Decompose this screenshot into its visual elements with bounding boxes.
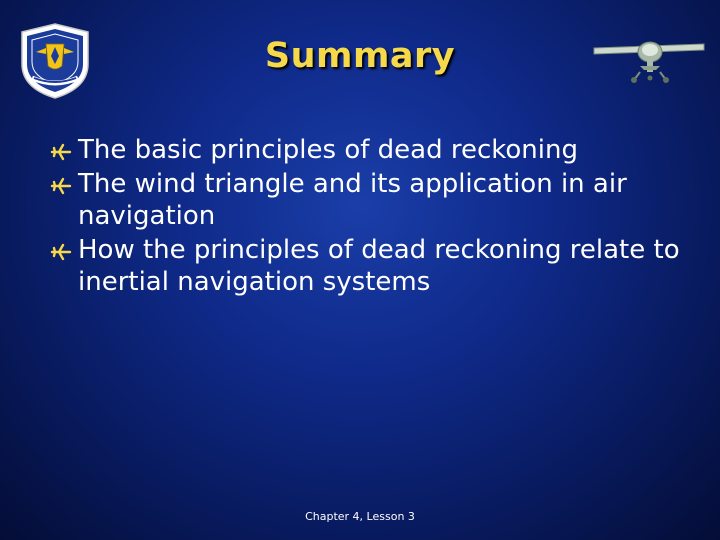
bullet-text: The wind triangle and its application in air navigation: [78, 169, 627, 231]
bullet-item: [48, 134, 688, 166]
bullet-item: [48, 168, 688, 232]
bullet-text: The basic principles of dead reckoning: [78, 135, 578, 165]
bullet-item: [48, 234, 688, 298]
slide-title: Summary: [264, 36, 456, 76]
bullet-list: [48, 134, 688, 300]
airplane-bullet-icon: [50, 242, 72, 262]
airplane-bullet-icon: [50, 142, 72, 162]
airplane-icon: [590, 36, 708, 84]
airplane-bullet-icon: [50, 176, 72, 196]
bullet-text: How the principles of dead reckoning relate to inertial navigation systems: [78, 235, 680, 297]
slide-footer: Chapter 4, Lesson 3: [305, 510, 415, 523]
